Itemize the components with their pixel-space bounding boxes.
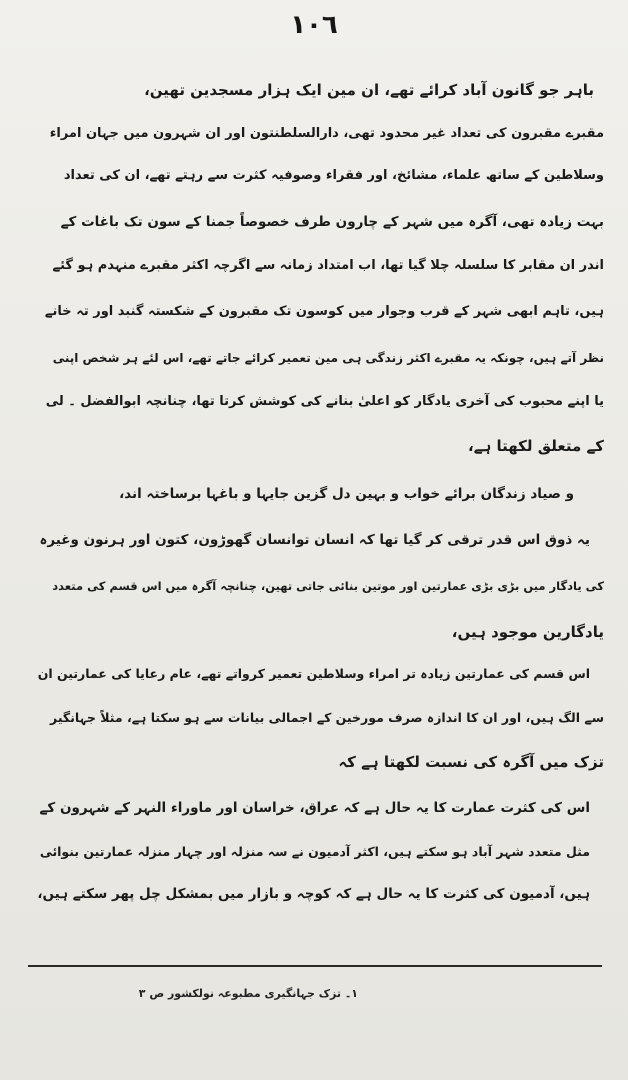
text-line: یادگارین موجود ہیں، <box>451 623 604 641</box>
text-line: مقبرے مقبرون کی تعداد غیر محدود تھی، دارالسلطنتون اور ان شہرون میں جہان امراء <box>49 126 604 141</box>
footnote: ۱۔ تزک جہانگیری مطبوعہ نولکشور ص ۳ <box>138 987 358 1000</box>
text-line: باہر جو گانون آباد کرائے تھے، ان مین ایک ہزار مسجدین تھین، <box>144 81 594 99</box>
text-line: وسلاطین کے ساتھ علماء، مشائخ، اور فقراء وصوفیہ کثرت سے رہتے تھے، ان کی تعداد <box>63 168 604 183</box>
text-line: اندر ان مقابر کا سلسلہ چلا گیا تھا، اب امتداد زمانہ سے اگرچہ اکثر مقبرے منہدم ہو گئے <box>52 258 604 273</box>
text-line: نظر آتے ہیں، چونکہ یہ مقبرے اکثر زندگی ہی مین تعمیر کرائے جاتے تھے، اس لئے ہر شخص اپنی <box>52 351 604 365</box>
text-line: اس قسم کی عمارتین زیادہ تر امراء وسلاطین تعمیر کرواتے تھے، عام رعایا کی عمارتین ان <box>37 666 590 681</box>
quotation-line: اس کی کثرت عمارت کا یہ حال ہے کہ عراق، خراسان اور ماوراء النہر کے شہرون کے <box>39 800 590 816</box>
text-line: یہ ذوق اس قدر ترقی کر گیا تھا کہ انسان توانسان گھوڑون، کتون اور ہرنون وغیرہ <box>39 532 590 548</box>
quotation-line: و صیاد زندگان برائے خواب و بہین دل گزین جایہا و باغہا برساختہ اند، <box>119 486 574 502</box>
text-line: سے الگ ہیں، اور ان کا اندازہ صرف مورخین کے اجمالی بیانات سے ہو سکتا ہے، مثلاً جہانگیر <box>50 710 604 725</box>
text-line: تزک میں آگرہ کی نسبت لکھتا ہے کہ <box>338 753 604 771</box>
quotation-line: ہیں، آدمیون کی کثرت کا یہ حال ہے کہ کوچہ و بازار میں بمشکل چل پھر سکتے ہیں، <box>37 886 590 902</box>
text-line: کے متعلق لکھتا ہے، <box>468 437 604 455</box>
footnote-divider <box>28 965 602 967</box>
quotation-line: مثل متعدد شہر آباد ہو سکتے ہیں، اکثر آدمیون نے سہ منزلہ اور چہار منزلہ عمارتین بنوائی <box>39 844 590 859</box>
page-number: ١٠٦ <box>290 10 338 40</box>
text-line: یا اپنے محبوب کی آخری یادگار کو اعلیٰ بنانے کی کوشش کرتا تھا، چنانچہ ابوالفضل ۔ لی <box>45 394 604 409</box>
text-line: کی یادگار میں بڑی بڑی عمارتین اور موتین بنائی جاتی تھین، چنانچہ آگرہ میں اس قسم کی متعدد <box>52 579 604 593</box>
text-line: ہیں، تاہم ابھی شہر کے قرب وجوار میں کوسون تک مقبرون کے شکستہ گنبد اور تہ خانے <box>44 304 604 319</box>
text-line: بہت زیادہ تھی، آگرہ میں شہر کے چارون طرف خصوصاً جمنا کے سون تک باغات کے <box>60 214 604 230</box>
